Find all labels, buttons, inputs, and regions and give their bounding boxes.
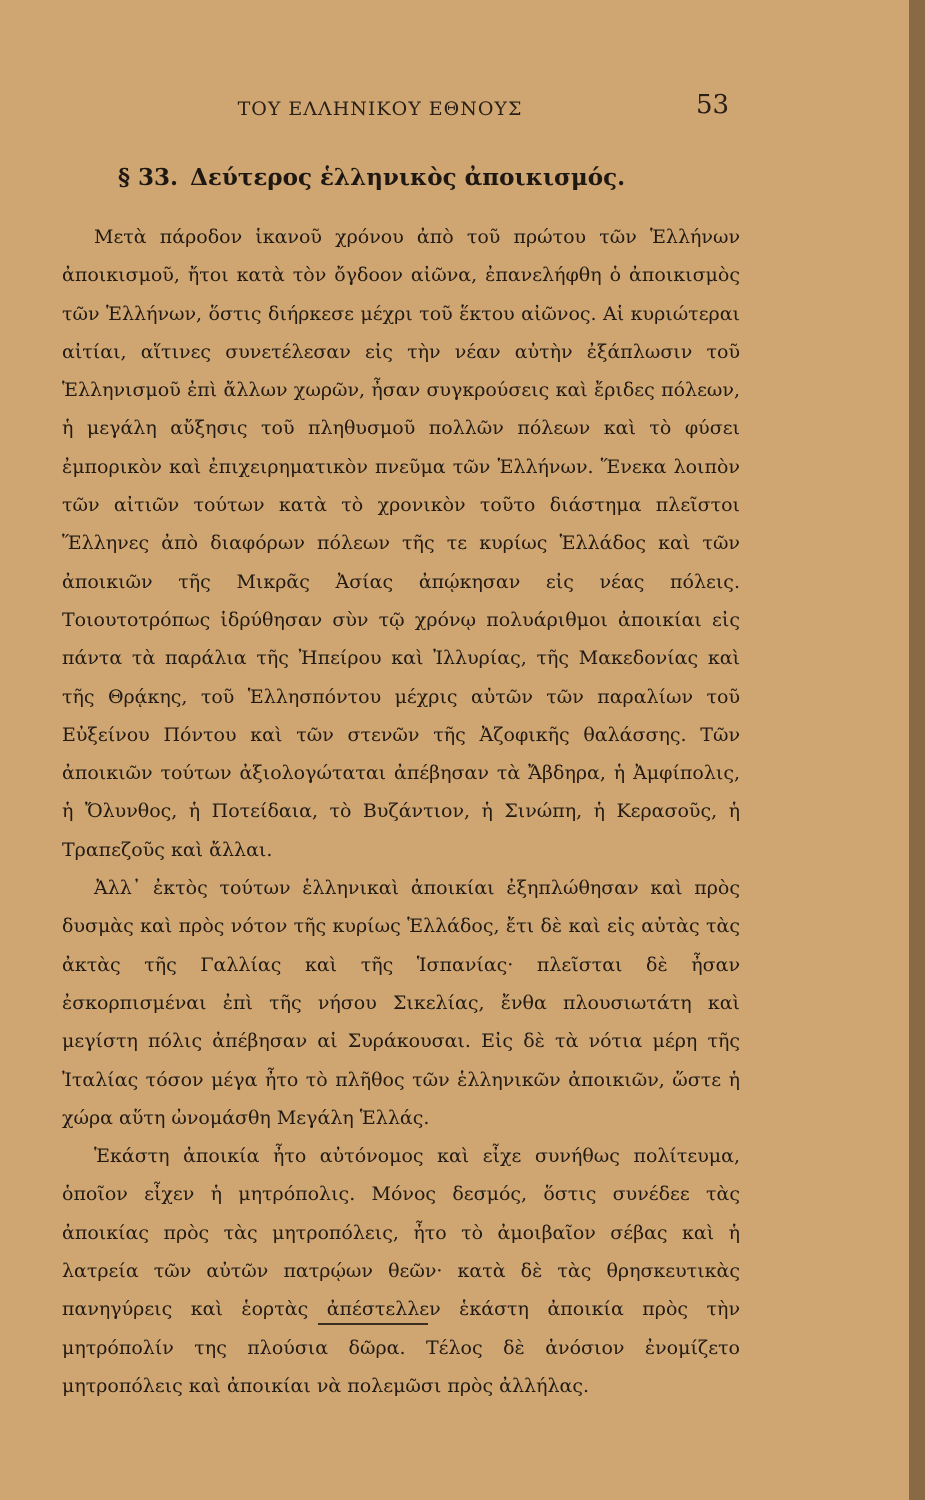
section-title: Δεύτερος ἑλληνικὸς ἀποικισμός. (190, 164, 626, 191)
paragraph: Ἑκάστη ἀποικία ἦτο αὐτόνομος καὶ εἶχε συνήθως πολίτευμα, ὁποῖον εἶχεν ἡ μητρόπολις. Μόνος δεσμός, ὅστις συνέδεε τὰς ἀποικίας πρὸς τὰς μητροπόλεις, ἦτο τὸ ἀμοιβαῖον σέβας καὶ ἡ λατρεία τῶν αὐτῶν πατρῴων θεῶν· κατὰ δὲ τὰς θρησκευτικὰς πανηγύρεις καὶ ἑορτὰς ἀπέστελλεν ἑκάστη ἀποικία πρὸς τὴν μητρόπολίν της πλούσια δῶρα. Τέλος δὲ ἀνόσιον ἐνομίζετο μητροπόλεις καὶ ἀποικίαι νὰ πολεμῶσι πρὸς ἀλλήλας. (62, 1145, 740, 1397)
paragraph: Μετὰ πάροδον ἱκανοῦ χρόνου ἀπὸ τοῦ πρώτου τῶν Ἑλλήνων ἀποικισμοῦ, ἤτοι κατὰ τὸν ὄγδοον αἰῶνα, ἐπανελήφθη ὁ ἀποικισμὸς τῶν Ἑλλήνων, ὅστις διήρκεσε μέχρι τοῦ ἕκτου αἰῶνος. Αἱ κυριώτεραι αἰτίαι, αἵτινες συνετέλεσαν εἰς τὴν νέαν αὐτὴν ἐξάπλωσιν τοῦ Ἑλληνισμοῦ ἐπὶ ἄλλων χωρῶν, ἦσαν συγκρούσεις καὶ ἔριδες πόλεων, ἡ μεγάλη αὔξησις τοῦ πληθυσμοῦ πολλῶν πόλεων καὶ τὸ φύσει ἐμπορικὸν καὶ ἐπιχειρηματικὸν πνεῦμα τῶν Ἑλλήνων. Ἕνεκα λοιπὸν τῶν αἰτιῶν τούτων κατὰ τὸ χρονικὸν τοῦτο διάστημα πλεῖστοι Ἕλληνες ἀπὸ διαφόρων πόλεων τῆς τε κυρίως Ἑλλάδος καὶ τῶν ἀποικιῶν τῆς Μικρᾶς Ἀσίας ἀπῴκησαν εἰς νέας πόλεις. Τοιουτοτρόπως ἱδρύθησαν σὺν τῷ χρόνῳ πολυάριθμοι ἀποικίαι εἰς πάντα τὰ παράλια τῆς Ἠπείρου καὶ Ἰλλυρίας, τῆς Μακεδονίας καὶ τῆς Θρᾴκης, τοῦ Ἑλλησπόντου μέχρις αὐτῶν τῶν παραλίων τοῦ Εὐξείνου Πόντου καὶ τῶν στενῶν τῆς Ἀζοφικῆς θαλάσσης. Τῶν ἀποικιῶν τούτων ἀξιολογώταται ἀπέβησαν τὰ Ἄβδηρα, ἡ Ἀμφίπολις, ἡ Ὄλυνθος, ἡ Ποτείδαια, τὸ Βυζάντιον, ἡ Σινώπη, ἡ Κερασοῦς, ἡ Τραπεζοῦς καὶ ἄλλαι. (62, 226, 740, 861)
page-number: 53 (696, 90, 730, 120)
paragraph: Ἀλλ᾽ ἐκτὸς τούτων ἑλληνικαὶ ἀποικίαι ἐξηπλώθησαν καὶ πρὸς δυσμὰς καὶ πρὸς νότον τῆς κυρίως Ἑλλάδος, ἔτι δὲ καὶ εἰς αὐτὰς τὰς ἀκτὰς τῆς Γαλλίας καὶ τῆς Ἱσπανίας· πλεῖσται δὲ ἦσαν ἐσκορπισμέναι ἐπὶ τῆς νήσου Σικελίας, ἔνθα πλουσιωτάτη καὶ μεγίστη πόλις ἀπέβησαν αἱ Συράκουσαι. Εἰς δὲ τὰ νότια μέρη τῆς Ἰταλίας τόσον μέγα ἦτο τὸ πλῆθος τῶν ἑλληνικῶν ἀποικιῶν, ὥστε ἡ χώρα αὕτη ὠνομάσθη Μεγάλη Ἑλλάς. (62, 877, 740, 1129)
page-edge (909, 0, 925, 1500)
section-number: § 33. (118, 164, 179, 191)
running-header: ΤΟΥ ΕΛΛΗΝΙΚΟΥ ΕΘΝΟΥΣ (237, 98, 523, 120)
section-heading (118, 164, 738, 191)
body-text (62, 218, 740, 1405)
end-rule (318, 1323, 428, 1325)
